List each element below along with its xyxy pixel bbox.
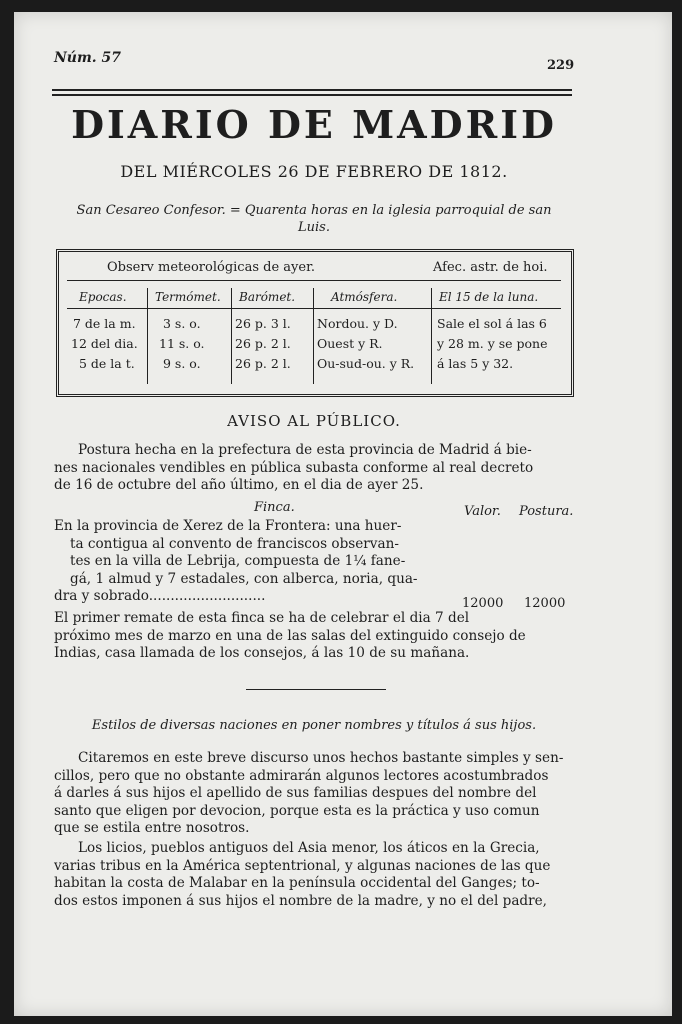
col-header-epocas: Epocas. <box>79 290 127 304</box>
moon-line-2: y 28 m. y se pone <box>437 336 548 351</box>
aviso-intro-line: Postura hecha en la prefectura de esta provincia de Madrid á bie- <box>78 442 532 458</box>
finca-description <box>54 518 454 606</box>
row-1-atmosfera: Nordou. y D. <box>317 316 398 331</box>
saints-of-day: San Cesareo Confesor. = Quarenta horas en la iglesia parroquial de san Luis. <box>76 203 552 235</box>
meteorological-table <box>56 249 574 397</box>
row-3-barometro: 26 p. 2 l. <box>235 356 291 371</box>
row-3-termometro: 9 s. o. <box>163 356 201 371</box>
row-2-atmosfera: Ouest y R. <box>317 336 383 351</box>
col-header-termometro: Termómet. <box>155 290 221 304</box>
col-divider <box>431 288 432 384</box>
finca-line: ta contigua al convento de franciscos observan- <box>70 535 399 552</box>
aviso-intro-line: nes nacionales vendibles en pública subasta conforme al real decreto <box>54 459 534 476</box>
estilos-paragraph-1 <box>54 750 574 838</box>
row-2-epoca: 12 del dia. <box>71 336 138 351</box>
row-1-barometro: 26 p. 3 l. <box>235 316 291 331</box>
finca-label: Finca. <box>254 500 295 515</box>
postura-label: Postura. <box>519 504 574 519</box>
row-2-termometro: 11 s. o. <box>159 336 205 351</box>
aviso-intro-line: de 16 de octubre del año último, en el dia de ayer 25. <box>54 477 424 493</box>
estilos-p1-line: santo que eligen por devocion, porque esta es la práctica y uso comun <box>54 802 540 819</box>
moon-line-3: á las 5 y 32. <box>437 356 514 371</box>
newspaper-page <box>14 12 672 1016</box>
col-header-barometro: Barómet. <box>239 290 296 304</box>
astro-heading: Afec. astr. de hoi. <box>433 260 548 275</box>
finca-line: En la provincia de Xerez de la Frontera: una huer- <box>54 518 402 534</box>
page-number: 229 <box>547 58 575 73</box>
estilos-p1-line: á darles á sus hijos el apellido de sus familias despues del nombre del <box>54 785 537 801</box>
meteo-rule-header <box>67 308 561 309</box>
estilos-paragraph-2 <box>54 840 574 910</box>
header-rule-top <box>52 89 572 91</box>
row-3-atmosfera: Ou-sud-ou. y R. <box>317 356 415 371</box>
col-divider <box>313 288 314 384</box>
aviso-title: AVISO AL PÚBLICO. <box>227 412 401 430</box>
remate-line: próximo mes de marzo en una de las salas del extinguido consejo de <box>54 627 526 644</box>
row-3-epoca: 5 de la t. <box>79 356 135 371</box>
aviso-intro <box>54 442 574 495</box>
estilos-p2-line: dos estos imponen á sus hijos el nombre de la madre, y no el del padre, <box>54 892 547 909</box>
finca-line: gá, 1 almud y 7 estadales, con alberca, noria, qua- <box>70 570 418 587</box>
col-header-atmosfera: Atmósfera. <box>331 290 398 304</box>
row-2-barometro: 26 p. 2 l. <box>235 336 291 351</box>
masthead-title: DIARIO DE MADRID <box>71 102 557 147</box>
issue-number: Núm. 57 <box>54 50 122 66</box>
estilos-p1-line: Citaremos en este breve discurso unos hechos bastante simples y sen- <box>78 750 564 766</box>
meteo-rule-top <box>67 280 561 281</box>
remate-paragraph <box>54 610 574 663</box>
finca-valor: 12000 <box>462 596 504 611</box>
estilos-p2-line: varias tribus en la América septentrional, y algunas naciones de las que <box>54 857 551 874</box>
moon-line-1: Sale el sol á las 6 <box>437 316 547 331</box>
estilos-p1-line: que se estila entre nosotros. <box>54 820 250 836</box>
finca-line: tes en la villa de Lebrija, compuesta de 1¼ fane- <box>70 553 406 569</box>
meteo-heading: Observ meteorológicas de ayer. <box>107 260 315 275</box>
estilos-p1-line: cillos, pero que no obstante admirarán algunos lectores acostumbrados <box>54 767 549 784</box>
remate-line: Indias, casa llamada de los consejos, á las 10 de su mañana. <box>54 645 470 661</box>
header-rule-bottom <box>52 94 572 96</box>
section-divider <box>246 689 386 690</box>
row-1-termometro: 3 s. o. <box>163 316 201 331</box>
estilos-title: Estilos de diversas naciones en poner nombres y títulos á sus hijos. <box>91 718 537 733</box>
finca-postura: 12000 <box>524 596 566 611</box>
col-divider <box>231 288 232 384</box>
finca-line: dra y sobrado........................... <box>54 588 266 604</box>
row-1-epoca: 7 de la m. <box>73 316 136 331</box>
estilos-p2-line: Los licios, pueblos antiguos del Asia menor, los áticos en la Grecia, <box>78 840 540 856</box>
col-header-luna: El 15 de la luna. <box>439 290 539 304</box>
valor-label: Valor. <box>464 504 501 519</box>
col-divider <box>147 288 148 384</box>
estilos-p2-line: habitan la costa de Malabar en la península occidental del Ganges; to- <box>54 875 540 891</box>
issue-date: DEL MIÉRCOLES 26 DE FEBRERO DE 1812. <box>120 162 508 181</box>
remate-line: El primer remate de esta finca se ha de celebrar el dia 7 del <box>54 610 470 626</box>
